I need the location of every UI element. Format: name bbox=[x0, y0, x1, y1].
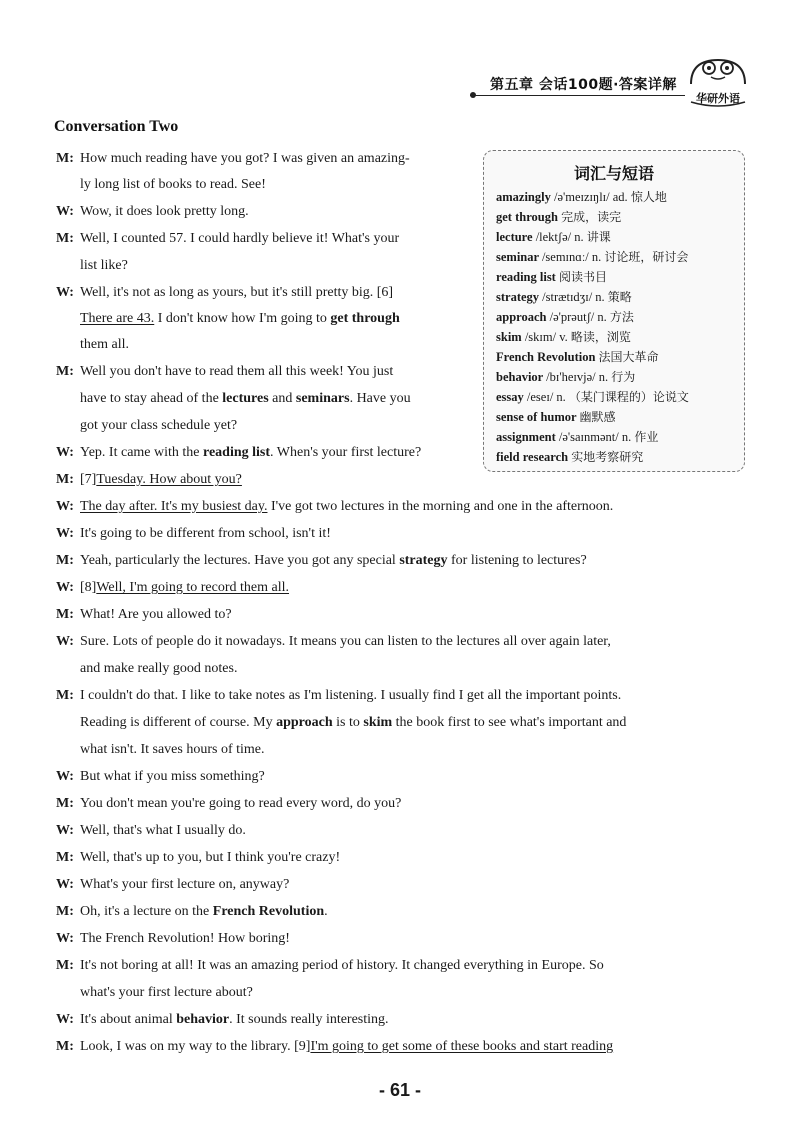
dialogue-line-cont: There are 43. I don't know how I'm going to get through bbox=[80, 311, 400, 326]
answer-8: Well, I'm going to record them all. bbox=[96, 580, 290, 595]
dialogue-line: W: Well, that's what I usually do. bbox=[56, 823, 246, 838]
dialogue-line: W: The French Revolution! How boring! bbox=[56, 931, 290, 946]
dialogue-line: M: What! Are you allowed to? bbox=[56, 607, 232, 622]
dialogue-line: M: Look, I was on my way to the library. [9]I'm going to get some of these books and start reading bbox=[56, 1039, 614, 1054]
vocab-item: approach /ə'prəutʃ/ n. 方法 bbox=[496, 310, 634, 324]
dialogue-line: W: It's going to be different from school, isn't it! bbox=[56, 526, 331, 541]
dialogue-line: W: But what if you miss something? bbox=[56, 769, 265, 784]
vocab-item: behavior /bɪ'heɪvjə/ n. 行为 bbox=[496, 370, 636, 384]
answer-6: There are 43. bbox=[80, 311, 155, 326]
dialogue-line-cont: list like? bbox=[80, 258, 128, 273]
vocab-item: reading list 阅读书目 bbox=[496, 270, 607, 284]
dialogue-line-cont: have to stay ahead of the lectures and seminars. Have you bbox=[80, 391, 411, 406]
dialogue-line: W: What's your first lecture on, anyway? bbox=[56, 877, 290, 892]
dialogue-line: W: Sure. Lots of people do it nowadays. It means you can listen to the lectures all over again later, bbox=[56, 634, 611, 649]
vocab-item: strategy /strætɪdʒɪ/ n. 策略 bbox=[496, 290, 632, 304]
dialogue-line: M: I couldn't do that. I like to take notes as I'm listening. I usually find I get all the important points. bbox=[56, 688, 622, 703]
dialogue-line: M: You don't mean you're going to read every word, do you? bbox=[56, 796, 402, 811]
dialogue-line: W: Wow, it does look pretty long. bbox=[56, 204, 249, 219]
vocab-item: lecture /lektʃə/ n. 讲课 bbox=[496, 230, 611, 244]
dialogue-line-cont: ly long list of books to read. See! bbox=[80, 177, 266, 192]
dialogue-line-cont: and make really good notes. bbox=[80, 661, 238, 676]
dialogue-line-cont: Reading is different of course. My approach is to skim the book first to see what's important and bbox=[80, 715, 627, 730]
dialogue-line-cont: them all. bbox=[80, 337, 129, 352]
dialogue-line: M: How much reading have you got? I was given an amazing- bbox=[56, 151, 410, 166]
vocabulary-title: 词汇与短语 bbox=[573, 164, 654, 183]
dialogue-line: M: Yeah, particularly the lectures. Have you got any special strategy for listening to lectures? bbox=[56, 553, 587, 568]
page-number: - 61 - bbox=[378, 1080, 421, 1100]
dialogue-line: W: [8]Well, I'm going to record them all. bbox=[56, 580, 290, 595]
dialogue-line-cont: what isn't. It saves hours of time. bbox=[80, 742, 265, 757]
answer-9: I'm going to get some of these books and start reading bbox=[310, 1039, 614, 1054]
dialogue-line: W: Well, it's not as long as yours, but it's still pretty big. [6] bbox=[56, 285, 394, 300]
dialogue-line-cont: what's your first lecture about? bbox=[80, 985, 253, 1000]
dialogue-line: M: It's not boring at all! It was an amazing period of history. It changed everything in Europe. So bbox=[56, 958, 604, 973]
vocab-item: get through 完成，读完 bbox=[496, 210, 622, 224]
dialogue-line: M: Well, that's up to you, but I think you're crazy! bbox=[56, 850, 341, 865]
chapter-title: 第五章 会话100题·答案详解 bbox=[490, 77, 677, 93]
vocab-item: essay /eseɪ/ n. （某门课程的）论说文 bbox=[496, 390, 689, 404]
header-rule bbox=[470, 95, 685, 96]
dialogue-line: M: Well you don't have to read them all this week! You just bbox=[56, 364, 394, 379]
dialogue-line: W: It's about animal behavior. It sounds really interesting. bbox=[56, 1012, 389, 1027]
section-title: Conversation Two bbox=[54, 118, 179, 135]
dialogue-line: M: Well, I counted 57. I could hardly believe it! What's your bbox=[56, 231, 400, 246]
vocab-item: seminar /semɪnɑː/ n. 讨论班，研讨会 bbox=[496, 250, 689, 264]
dialogue-line-cont: got your class schedule yet? bbox=[80, 418, 238, 433]
dialogue-line: W: The day after. It's my busiest day. I've got two lectures in the morning and one in the afternoon. bbox=[56, 499, 614, 514]
vocab-item: sense of humor 幽默感 bbox=[496, 410, 616, 424]
dialogue-line: M: Oh, it's a lecture on the French Revolution. bbox=[56, 904, 328, 919]
answer-7: Tuesday. How about you? bbox=[96, 472, 242, 487]
dialogue-line: W: Yep. It came with the reading list. When's your first lecture? bbox=[56, 445, 422, 460]
page-header bbox=[470, 64, 790, 104]
logo-text: 华研外语 bbox=[696, 92, 740, 105]
vocab-item: field research 实地考察研究 bbox=[496, 450, 644, 464]
vocabulary-box bbox=[483, 150, 745, 472]
vocab-item: French Revolution 法国大革命 bbox=[496, 350, 659, 364]
vocab-item: skim /skɪm/ v. 略读，浏览 bbox=[496, 330, 631, 344]
vocab-item: amazingly /ə'meɪzɪŋlɪ/ ad. 惊人地 bbox=[496, 190, 667, 204]
vocab-item: assignment /ə'saɪnmənt/ n. 作业 bbox=[496, 430, 659, 444]
dialogue-line: M: [7]Tuesday. How about you? bbox=[56, 472, 242, 487]
